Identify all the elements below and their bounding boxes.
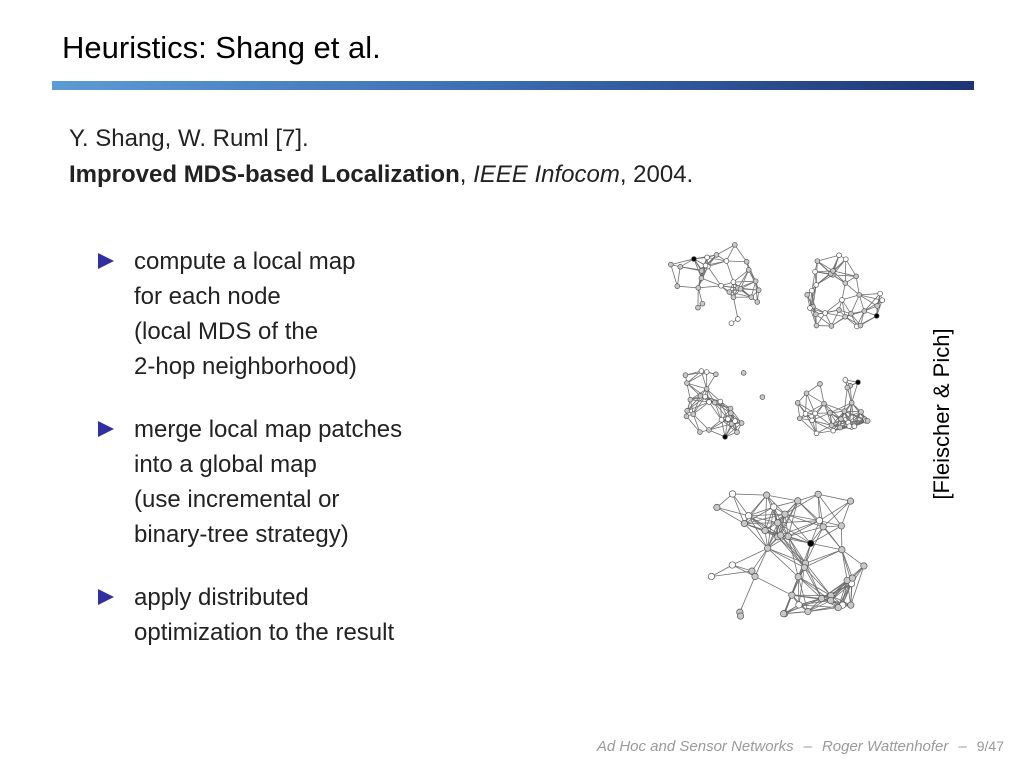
graph-node: [707, 428, 712, 433]
graph-node: [843, 378, 848, 383]
graph-node: [699, 269, 704, 274]
graph-node: [814, 323, 819, 328]
graph-node: [854, 274, 859, 279]
bullet-line: compute a local map: [134, 248, 356, 275]
graph-edge: [733, 494, 767, 495]
graph-node: [737, 613, 743, 619]
slide-title: Heuristics: Shang et al.: [62, 30, 381, 65]
graph-node: [752, 573, 758, 579]
triangle-bullet-icon: [98, 253, 114, 269]
footer-author: Roger Wattenhofer: [821, 738, 949, 755]
graph-node: [805, 608, 811, 614]
network-graphs-figure: [655, 225, 915, 645]
graph-node: [820, 524, 826, 530]
graph-node: [718, 399, 723, 404]
graph-node: [822, 401, 827, 406]
graph-node: [840, 298, 845, 303]
graph-node: [703, 263, 708, 268]
graph-edge: [693, 414, 700, 432]
graph-node: [760, 395, 765, 400]
graph-edge: [806, 393, 807, 414]
bullet-line: merge local map patches: [134, 416, 403, 443]
figure-credit: [Fleischer & Pich]: [929, 328, 954, 500]
graph-edge: [823, 501, 850, 527]
graph-node: [745, 513, 751, 519]
graph-anchor-node: [692, 257, 697, 262]
reference-separator: ,: [459, 161, 474, 188]
graph-node: [724, 259, 729, 264]
graph-node: [777, 532, 783, 538]
graph-node: [829, 324, 834, 329]
bullet-line: for each node: [134, 283, 281, 310]
graph-node: [696, 285, 701, 290]
graph-edge: [726, 261, 733, 282]
graph-node: [801, 564, 807, 570]
graph-node: [756, 288, 761, 293]
graph-node: [828, 411, 833, 416]
graph-edge: [788, 527, 823, 537]
footer-separator: –: [803, 738, 812, 755]
graph-anchor-node: [808, 540, 814, 546]
graph-node: [878, 291, 883, 296]
graph-node: [785, 533, 791, 539]
graph-node: [796, 602, 802, 608]
bullet-line: 2-hop neighborhood): [134, 353, 357, 380]
graph-node: [848, 602, 854, 608]
graph-node: [804, 391, 809, 396]
graph-node: [684, 414, 689, 419]
graph-node: [795, 498, 801, 504]
bullet-line: apply distributed: [134, 584, 309, 611]
graph-edge: [844, 388, 847, 412]
graph-node: [842, 409, 847, 414]
graph-node: [704, 370, 709, 375]
graph-edge: [733, 281, 755, 282]
graph-node: [753, 279, 758, 284]
graph-edge: [765, 495, 767, 530]
bullet-item: [98, 412, 402, 552]
graph-edge: [677, 286, 698, 288]
graph-node: [847, 424, 852, 429]
graph-node: [696, 305, 701, 310]
graph-node: [808, 306, 813, 311]
graph-node: [741, 520, 747, 526]
triangle-bullet-icon: [98, 421, 114, 437]
graph-node: [727, 290, 732, 295]
graph-node: [813, 411, 818, 416]
graph-node: [875, 304, 880, 309]
graph-node: [805, 292, 810, 297]
graph-node: [731, 295, 736, 300]
graph-edge: [733, 494, 745, 524]
graph-edge: [817, 261, 833, 271]
graph-edge: [820, 384, 824, 404]
graph-node: [699, 369, 704, 374]
graph-edge: [735, 245, 747, 262]
graph-node: [705, 255, 710, 260]
local-map-graph: [795, 378, 870, 436]
graph-node: [813, 312, 818, 317]
graph-node: [728, 406, 733, 411]
graph-node: [814, 283, 819, 288]
graph-edge: [755, 548, 768, 576]
reference: [69, 121, 693, 193]
graph-anchor-node: [856, 380, 861, 385]
graph-node: [749, 295, 754, 300]
triangle-bullet-icon: [98, 589, 114, 605]
graph-node: [729, 321, 734, 326]
graph-node: [838, 425, 843, 430]
graph-edge: [768, 548, 805, 567]
graph-node: [762, 527, 768, 533]
graph-node: [818, 381, 823, 386]
graph-node: [714, 252, 719, 257]
graph-node: [728, 411, 733, 416]
graph-node: [729, 491, 735, 497]
graph-node: [831, 428, 836, 433]
graph-node: [843, 281, 848, 286]
graph-node: [810, 418, 815, 423]
graph-node: [845, 385, 850, 390]
graph-edge: [711, 571, 751, 576]
graph-node: [843, 257, 848, 262]
graph-node: [739, 421, 744, 426]
graph-node: [698, 394, 703, 399]
graph-edge: [781, 535, 806, 563]
graph-anchor-node: [723, 434, 728, 439]
graph-node: [858, 323, 863, 328]
graph-node: [865, 419, 870, 424]
graph-node: [731, 280, 736, 285]
bullet-line: (use incremental or: [134, 486, 340, 513]
graph-node: [849, 311, 854, 316]
graph-node: [818, 595, 824, 601]
graph-node: [795, 574, 801, 580]
local-map-graph: [683, 369, 765, 440]
graph-node: [675, 284, 680, 289]
graph-node: [712, 400, 717, 405]
reference-year: 2004.: [633, 161, 694, 188]
bullet-line: optimization to the result: [134, 619, 395, 646]
graph-node: [815, 491, 821, 497]
graph-node: [839, 417, 844, 422]
graph-node: [735, 430, 740, 435]
graph-node: [771, 504, 777, 510]
graph-node: [703, 394, 708, 399]
bullet-item: [98, 580, 402, 650]
graph-node: [823, 311, 828, 316]
graph-node: [847, 498, 853, 504]
graph-node: [685, 408, 690, 413]
graph-node: [668, 262, 673, 267]
graph-edge: [717, 507, 744, 523]
bullet-list: [98, 244, 402, 678]
graph-edge: [677, 267, 680, 286]
bullet-line: into a global map: [134, 451, 317, 478]
graph-node: [857, 292, 862, 297]
footer-course: Ad Hoc and Sensor Networks: [596, 738, 794, 755]
footer: [597, 738, 1004, 755]
graph-node: [795, 400, 800, 405]
graph-edge: [740, 576, 755, 612]
graph-node: [729, 562, 735, 568]
bullet-item: [98, 244, 402, 384]
graph-node: [843, 314, 848, 319]
graph-node: [698, 430, 703, 435]
graph-anchor-node: [874, 313, 879, 318]
graph-node: [764, 545, 770, 551]
graph-node: [713, 372, 718, 377]
graph-edge: [785, 494, 818, 514]
graph-node: [678, 264, 683, 269]
graph-edge: [687, 402, 709, 411]
graph-edge: [698, 286, 721, 288]
graph-edge: [726, 261, 746, 262]
graph-node: [755, 300, 760, 305]
local-map-graph: [668, 242, 761, 325]
graph-node: [859, 409, 864, 414]
graph-node: [828, 597, 834, 603]
graph-node: [699, 276, 704, 281]
graph-node: [797, 416, 802, 421]
graph-node: [726, 417, 731, 422]
graph-edge: [680, 267, 701, 271]
graph-edge: [817, 255, 839, 261]
graph-node: [838, 523, 844, 529]
graph-edge: [671, 265, 677, 287]
graph-node: [688, 397, 693, 402]
reference-venue: IEEE Infocom: [473, 161, 620, 188]
graph-node: [835, 604, 841, 610]
reference-citation: [69, 157, 693, 193]
graph-node: [684, 381, 689, 386]
graph-node: [741, 371, 746, 376]
graph-node: [736, 317, 741, 322]
graph-node: [831, 268, 836, 273]
graph-node: [849, 400, 854, 405]
bullet-line: (local MDS of the: [134, 318, 319, 345]
graph-node: [733, 419, 738, 424]
footer-page-number: 9/47: [976, 738, 1004, 754]
graph-edge: [733, 297, 737, 319]
graph-node: [708, 573, 714, 579]
graph-edge: [709, 419, 728, 430]
graph-node: [816, 517, 822, 523]
graph-node: [732, 242, 737, 247]
title-underline-bar: [52, 81, 974, 90]
graph-node: [780, 611, 786, 617]
graph-node: [837, 253, 842, 258]
graph-node: [704, 386, 709, 391]
graph-node: [700, 301, 705, 306]
graph-node: [815, 259, 820, 264]
reference-authors: Y. Shang, W. Ruml [7].: [69, 125, 309, 152]
graph-node: [862, 309, 867, 314]
graph-node: [852, 424, 857, 429]
graph-edge: [774, 501, 798, 507]
graph-node: [789, 592, 795, 598]
graph-edge: [755, 576, 792, 595]
graph-edge: [846, 259, 856, 276]
bullet-line: binary-tree strategy): [134, 521, 349, 548]
graph-node: [774, 520, 780, 526]
graph-edge: [851, 295, 859, 314]
graph-node: [782, 511, 788, 517]
footer-separator: –: [958, 738, 967, 755]
graph-edge: [859, 294, 880, 295]
graph-node: [714, 504, 720, 510]
graph-edge: [841, 501, 850, 526]
graph-node: [691, 412, 696, 417]
graph-node: [683, 373, 688, 378]
global-map-graph: [708, 491, 867, 620]
graph-node: [719, 417, 724, 422]
graph-node: [814, 431, 819, 436]
graph-node: [849, 575, 855, 581]
graph-node: [839, 547, 845, 553]
graph-node: [829, 423, 834, 428]
graph-node: [803, 411, 808, 416]
reference-separator: ,: [619, 161, 634, 188]
graph-node: [719, 283, 724, 288]
graph-node: [813, 269, 818, 274]
graph-node: [880, 298, 885, 303]
graph-edge: [845, 259, 846, 283]
graph-node: [861, 563, 867, 569]
graph-edge: [804, 550, 842, 568]
graph-node: [738, 286, 743, 291]
graph-node: [744, 259, 749, 264]
graph-edge: [856, 276, 859, 295]
graph-node: [837, 308, 842, 313]
graph-node: [707, 400, 712, 405]
reference-paper-title: Improved MDS-based Localization: [69, 161, 460, 188]
graph-edge: [693, 414, 709, 430]
local-map-graph: [805, 253, 885, 329]
graph-node: [809, 288, 814, 293]
graph-node: [763, 492, 769, 498]
graph-node: [746, 268, 751, 273]
graph-edge: [671, 259, 694, 265]
graph-edge: [818, 494, 850, 501]
